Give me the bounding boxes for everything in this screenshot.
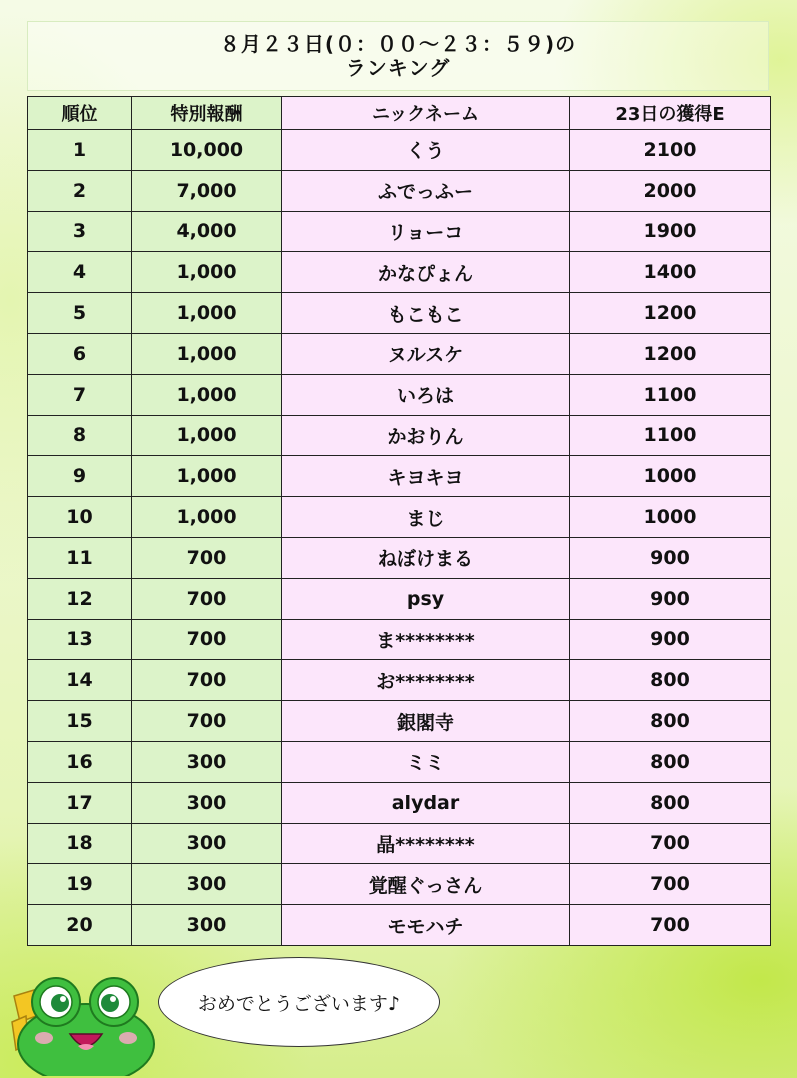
nickname-cell: キヨキヨ — [282, 456, 570, 497]
rank-cell: 15 — [28, 701, 132, 742]
rank-cell: 9 — [28, 456, 132, 497]
reward-cell: 700 — [132, 578, 282, 619]
reward-cell: 10,000 — [132, 130, 282, 171]
rank-cell: 14 — [28, 660, 132, 701]
table-row — [28, 374, 771, 415]
header-points: 23日の獲得E — [570, 97, 771, 130]
table-row — [28, 823, 771, 864]
nickname-cell: 覚醒ぐっさん — [282, 864, 570, 905]
reward-cell: 1,000 — [132, 497, 282, 538]
rank-cell: 1 — [28, 130, 132, 171]
nickname-cell: くう — [282, 130, 570, 171]
nickname-cell: alydar — [282, 782, 570, 823]
points-cell: 1200 — [570, 293, 771, 334]
nickname-cell: ふでっふー — [282, 170, 570, 211]
rank-cell: 4 — [28, 252, 132, 293]
points-cell: 700 — [570, 823, 771, 864]
header-reward: 特別報酬 — [132, 97, 282, 130]
points-cell: 1900 — [570, 211, 771, 252]
table-row — [28, 170, 771, 211]
nickname-cell: お******** — [282, 660, 570, 701]
points-cell: 1000 — [570, 456, 771, 497]
table-row — [28, 864, 771, 905]
points-cell: 700 — [570, 905, 771, 946]
table-row — [28, 211, 771, 252]
table-header-row — [28, 97, 771, 130]
nickname-cell: いろは — [282, 374, 570, 415]
reward-cell: 300 — [132, 864, 282, 905]
rank-cell: 8 — [28, 415, 132, 456]
table-row — [28, 905, 771, 946]
rank-cell: 19 — [28, 864, 132, 905]
points-cell: 2000 — [570, 170, 771, 211]
rank-cell: 18 — [28, 823, 132, 864]
points-cell: 800 — [570, 741, 771, 782]
nickname-cell: 銀閣寺 — [282, 701, 570, 742]
page-title — [27, 21, 769, 91]
nickname-cell: リョーコ — [282, 211, 570, 252]
points-cell: 1200 — [570, 333, 771, 374]
table-row — [28, 497, 771, 538]
reward-cell: 1,000 — [132, 374, 282, 415]
nickname-cell: モモハチ — [282, 905, 570, 946]
points-cell: 1100 — [570, 415, 771, 456]
table-row — [28, 619, 771, 660]
reward-cell: 1,000 — [132, 252, 282, 293]
reward-cell: 300 — [132, 782, 282, 823]
reward-cell: 1,000 — [132, 333, 282, 374]
table-row — [28, 782, 771, 823]
reward-cell: 1,000 — [132, 293, 282, 334]
nickname-cell: ねぼけまる — [282, 537, 570, 578]
points-cell: 700 — [570, 864, 771, 905]
points-cell: 1000 — [570, 497, 771, 538]
rank-cell: 7 — [28, 374, 132, 415]
rank-cell: 11 — [28, 537, 132, 578]
rank-cell: 17 — [28, 782, 132, 823]
reward-cell: 700 — [132, 619, 282, 660]
reward-cell: 700 — [132, 660, 282, 701]
frog-mascot-icon — [6, 976, 156, 1076]
reward-cell: 4,000 — [132, 211, 282, 252]
points-cell: 800 — [570, 782, 771, 823]
reward-cell: 1,000 — [132, 415, 282, 456]
title-line-2: ランキング — [345, 56, 451, 80]
table-row — [28, 701, 771, 742]
nickname-cell: まじ — [282, 497, 570, 538]
table-row — [28, 578, 771, 619]
table-row — [28, 741, 771, 782]
points-cell: 800 — [570, 701, 771, 742]
table-row — [28, 293, 771, 334]
reward-cell: 700 — [132, 701, 282, 742]
nickname-cell: かなぴょん — [282, 252, 570, 293]
table-row — [28, 415, 771, 456]
points-cell: 900 — [570, 578, 771, 619]
rank-cell: 6 — [28, 333, 132, 374]
table-row — [28, 130, 771, 171]
points-cell: 800 — [570, 660, 771, 701]
reward-cell: 300 — [132, 823, 282, 864]
rank-cell: 10 — [28, 497, 132, 538]
points-cell: 1400 — [570, 252, 771, 293]
header-nickname: ニックネーム — [282, 97, 570, 130]
points-cell: 900 — [570, 619, 771, 660]
reward-cell: 1,000 — [132, 456, 282, 497]
table-row — [28, 333, 771, 374]
rank-cell: 13 — [28, 619, 132, 660]
nickname-cell: psy — [282, 578, 570, 619]
table-row — [28, 537, 771, 578]
points-cell: 1100 — [570, 374, 771, 415]
points-cell: 900 — [570, 537, 771, 578]
rank-cell: 16 — [28, 741, 132, 782]
speech-text: おめでとうございます♪ — [197, 992, 401, 1015]
nickname-cell: ヌルスケ — [282, 333, 570, 374]
table-row — [28, 660, 771, 701]
nickname-cell: もこもこ — [282, 293, 570, 334]
rank-cell: 20 — [28, 905, 132, 946]
rank-cell: 12 — [28, 578, 132, 619]
header-rank: 順位 — [28, 97, 132, 130]
nickname-cell: 晶******** — [282, 823, 570, 864]
rank-cell: 3 — [28, 211, 132, 252]
reward-cell: 300 — [132, 905, 282, 946]
speech-bubble — [158, 957, 440, 1047]
table-row — [28, 252, 771, 293]
table-row — [28, 456, 771, 497]
nickname-cell: ミミ — [282, 741, 570, 782]
nickname-cell: ま******** — [282, 619, 570, 660]
points-cell: 2100 — [570, 130, 771, 171]
rank-cell: 5 — [28, 293, 132, 334]
reward-cell: 7,000 — [132, 170, 282, 211]
reward-cell: 700 — [132, 537, 282, 578]
ranking-table — [27, 96, 771, 946]
title-line-1: ８月２３日(０：００～２３：５９)の — [219, 32, 577, 56]
reward-cell: 300 — [132, 741, 282, 782]
rank-cell: 2 — [28, 170, 132, 211]
ranking-body — [28, 130, 771, 946]
nickname-cell: かおりん — [282, 415, 570, 456]
